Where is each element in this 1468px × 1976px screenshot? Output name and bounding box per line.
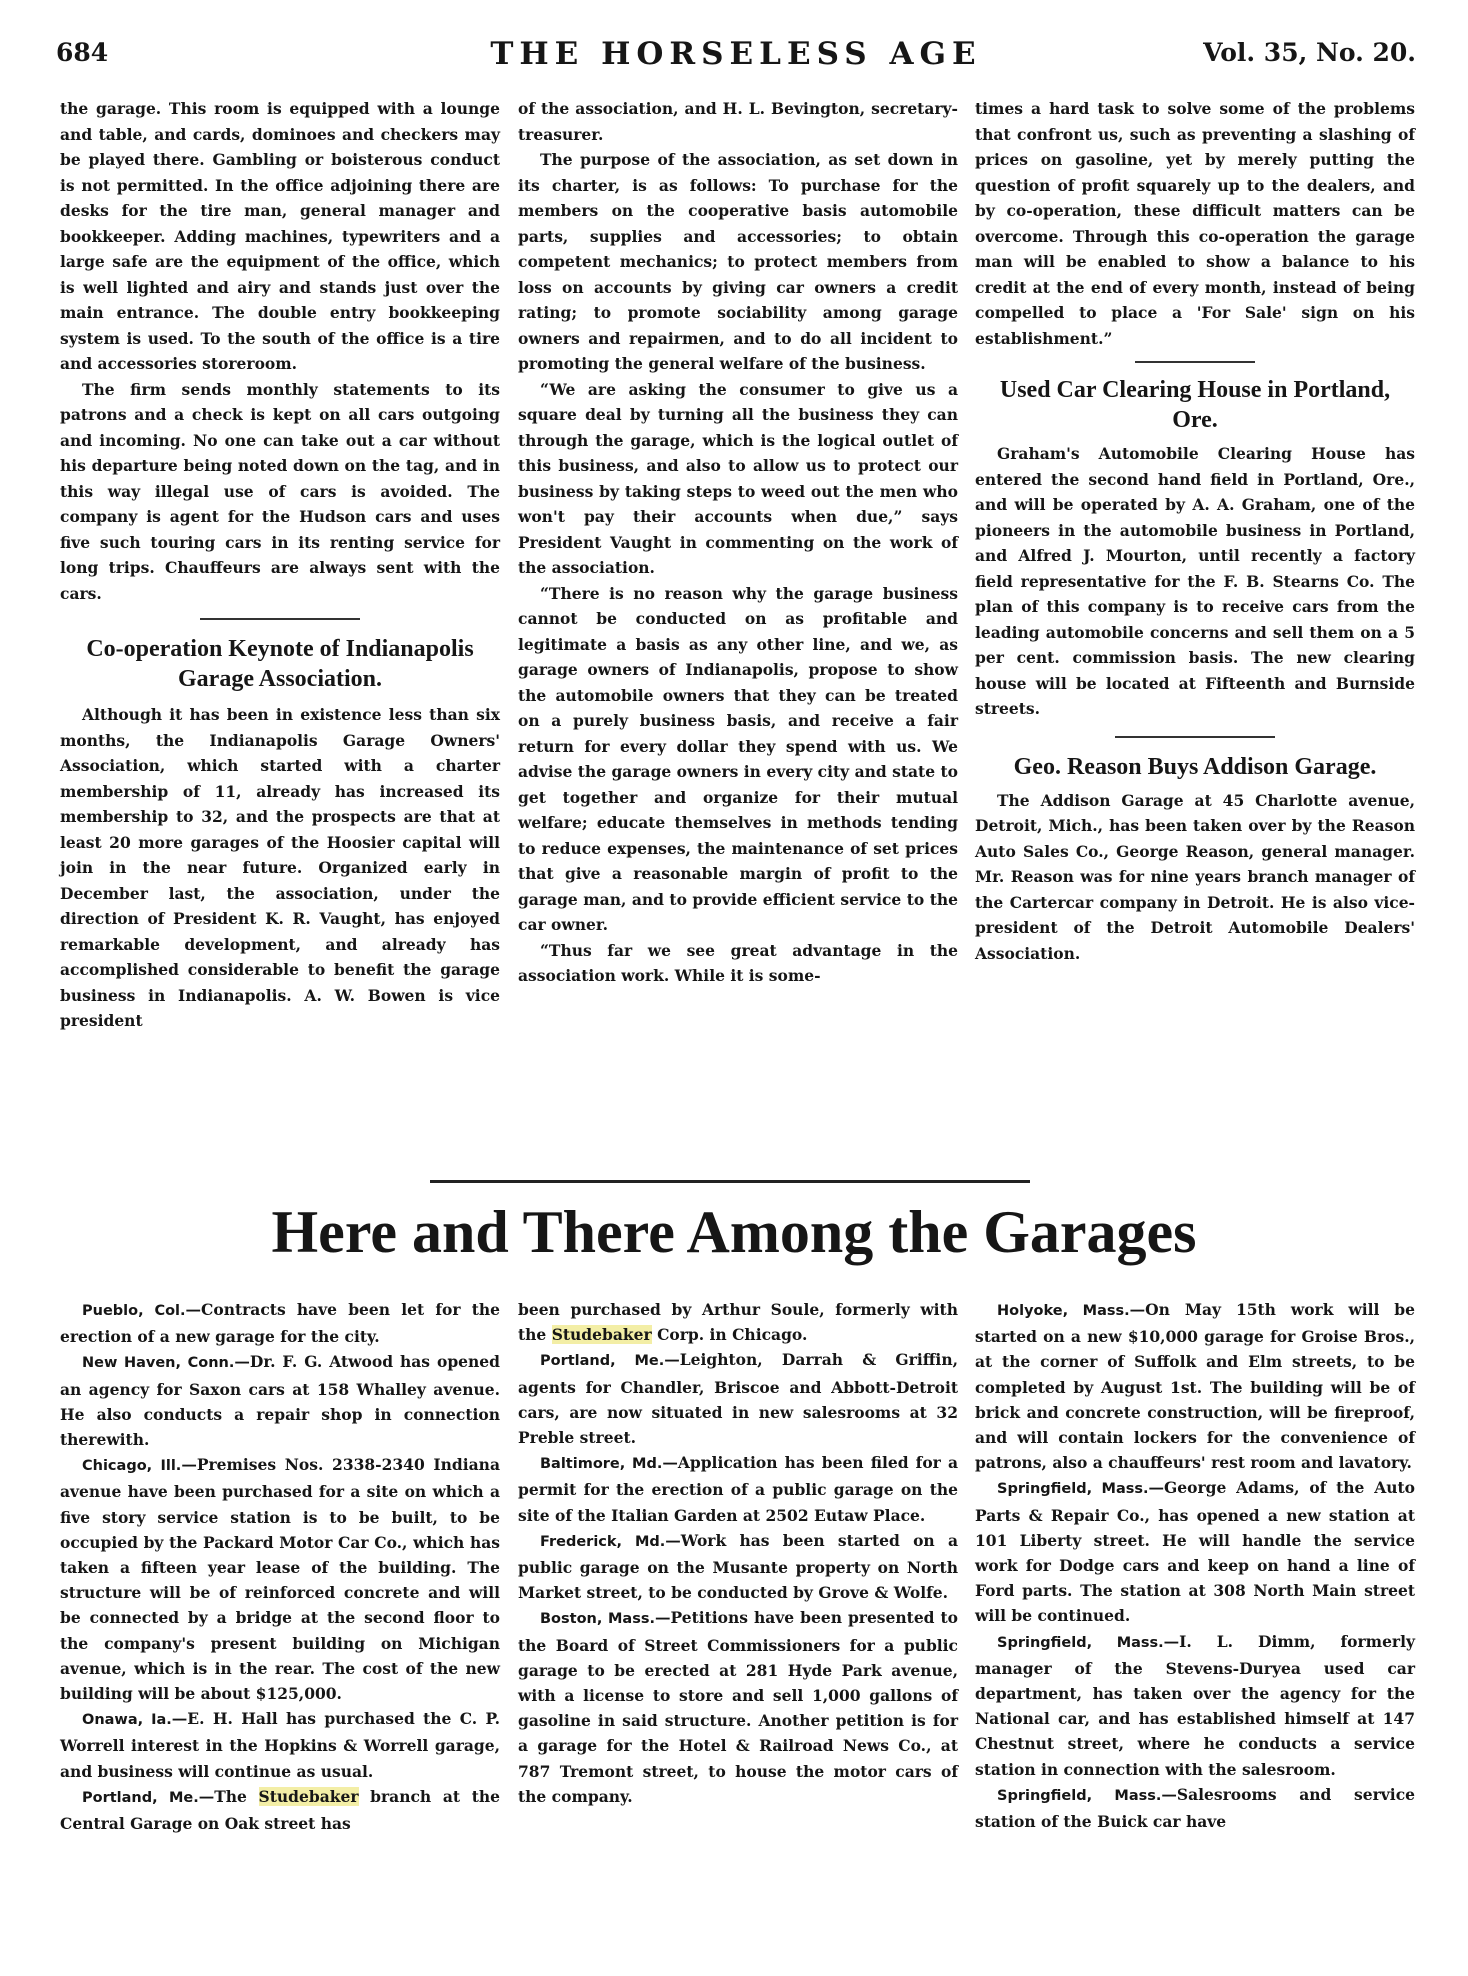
- news-item-continued: [518, 1297, 958, 1347]
- garages-column-1: [60, 1297, 500, 1957]
- item-text: been purchased by Arthur Soule, formerly with the: [518, 1300, 958, 1345]
- paragraph: times a hard task to solve some of the problems that confront us, such as preventing a slashing of prices on gasoline, yet by merely putting the question of profit squarely up to the dealers, and by co-operation, these difficult matters can be overcome. Through this co-operation the garage man will be enabled to show a balance to his credit at the end of every month, instead of being compelled to place a 'For Sale' sign on his establishment.”: [975, 99, 1415, 348]
- article-heading: Used Car Clearing House in Portland, Ore.: [999, 377, 1391, 433]
- item-text: —Premises Nos. 2338-2340 Indiana avenue have been purchased for a site on which a five story service station is to be built, to be occupied by the Packard Motor Car Co., which has taken a fifteen year lease of the building. The structure will be of reinforced concrete and will be connected by a bridge at the second floor to the company's present building on Michigan avenue, which is in the rear. The cost of the new building will be about $125,000.: [60, 1455, 500, 1704]
- news-item: [518, 1605, 958, 1809]
- running-header: [56, 36, 1416, 76]
- item-text: —Work has been started on a public garage on the Musante property on North Market street, to be conducted by Grove & Wolfe.: [518, 1530, 959, 1603]
- garages-column-3: [975, 1297, 1415, 1957]
- news-item: [60, 1706, 500, 1784]
- item-place: New Haven, Conn.: [82, 1355, 235, 1372]
- news-item: [518, 1528, 958, 1606]
- news-item: [60, 1297, 500, 1349]
- item-place: Portland, Me.: [82, 1789, 199, 1806]
- paragraph: “We are asking the consumer to give us a square deal by turning all the business they can through the garage, which is the logical outlet of this business, and also to allow us to protect our business by taking steps to weed out the men who won't pay their accounts when due,” says President Vaught in commenting on the work of the association.: [518, 379, 958, 577]
- section-title: Here and There Among the Garages: [271, 1199, 1197, 1265]
- item-text: —Petitions have been presented to the Board of Street Commissioners for a public garage to be erected at 281 Hyde Park avenue, with a license to store and sell 1,000 gallons of gasoline in said structure. Another petition is for a garage for the Hotel & Railroad News Co., at 787 Tremont street, to house the motor cars of the company.: [518, 1608, 958, 1806]
- highlighted-word: Studebaker: [551, 1325, 652, 1345]
- item-place: Portland, Me.: [540, 1353, 665, 1370]
- item-text: —I. L. Dimm, formerly manager of the Stevens-Duryea used car department, has taken over the agency for the National car, and has established himself at 147 Chestnut street, where he conducts a service station in connection with the salesroom.: [975, 1631, 1415, 1779]
- paragraph: The firm sends monthly statements to its patrons and a check is kept on all cars outgoing and incoming. No one can take out a car without his departure being noted down on the tag, and in this way illegal use of cars is avoided. The company is agent for the Hudson cars and uses five such touring cars in its renting service for long trips. Chauffeurs are always sent with the cars.: [60, 379, 500, 603]
- item-place: Springfield, Mass.: [997, 1634, 1164, 1651]
- news-item: [60, 1452, 500, 1706]
- paragraph: of the association, and H. L. Bevington, secretary-treasurer.: [518, 99, 958, 144]
- section-rule: [430, 1180, 1030, 1183]
- item-place: Holyoke, Mass.: [997, 1303, 1130, 1319]
- item-text: —Leighton, Darrah & Griffin, agents for Chandler, Briscoe and Abbott-Detroit cars, are now situated in new salesrooms at 32 Preble street.: [518, 1350, 958, 1448]
- item-place: Onawa, Ia.: [82, 1712, 172, 1729]
- paragraph: “Thus far we see great advantage in the association work. While it is some-: [518, 940, 958, 985]
- news-item: [975, 1782, 1415, 1834]
- paragraph: The purpose of the association, as set down in its charter, is as follows: To purchase for the members on the cooperative basis automobile parts, supplies and accessories; to obtain competent mechanics; to protect members from loss on accounts by giving car owners a credit rating; to promote sociability among garage owners and repairmen, and to do all incident to promoting the general welfare of the business.: [518, 150, 958, 373]
- column-3: [975, 96, 1415, 1146]
- item-place: Baltimore, Md.: [540, 1456, 663, 1473]
- item-text: —Salesrooms and service station of the Buick car have: [975, 1784, 1415, 1832]
- paragraph: the garage. This room is equipped with a lounge and table, and cards, dominoes and checkers may be played there. Gambling or boisterous conduct is not permitted. In the office adjoining there are desks for the tire man, general manager and bookkeeper. Adding machines, typewriters and a large safe are the equipment of the office, which is well lighted and airy and stands just over the main entrance. The double entry bookkeeping system is used. To the south of the office is a tire and accessories storeroom.: [60, 99, 500, 373]
- item-text: —Application has been filed for a permit for the erection of a public garage on the site of the Italian Garden at 2502 Eutaw Place.: [518, 1453, 958, 1525]
- item-text: branch at the Central Garage on Oak street has: [60, 1786, 500, 1834]
- item-place: Chicago, Ill.: [82, 1458, 182, 1475]
- section-divider: [200, 618, 360, 620]
- news-item: [60, 1349, 500, 1452]
- news-item: [975, 1629, 1415, 1782]
- section-divider: [1115, 736, 1275, 738]
- news-item: [975, 1297, 1415, 1475]
- column-1: [60, 96, 500, 1146]
- item-text: —On May 15th work will be started on a new $10,000 garage for Groise Bros., at the corner of Suffolk and Elm streets, to be completed by August 1st. The building will be of brick and concrete construction, will be fireproof, and will contain lockers for the convenience of patrons, also a chauffeurs' rest room and lavatory.: [975, 1300, 1415, 1473]
- paragraph: Graham's Automobile Clearing House has entered the second hand field in Portland, Ore., and will be operated by A. A. Graham, one of the pioneers in the automobile business in Portland, and Alfred J. Mourton, until recently a factory field representative for the F. B. Stearns Co. The plan of this company is to receive cars from the leading automobile concerns and sell them on a 5 per cent. commission basis. The new clearing house will be located at Fifteenth and Burnside streets.: [975, 444, 1415, 718]
- item-place: Springfield, Mass.: [997, 1787, 1162, 1804]
- item-text: Corp. in Chicago.: [651, 1325, 808, 1345]
- highlighted-word: Studebaker: [258, 1786, 359, 1806]
- item-text: —George Adams, of the Auto Parts & Repair Co., has opened a new station at 101 Liberty street. He will handle the service work for Dodge cars and keep on hand a line of Ford parts. The station at 308 North Main street will be continued.: [975, 1478, 1415, 1626]
- item-text: —Contracts have been let for the erection of a new garage for the city.: [60, 1300, 500, 1347]
- item-place: Frederick, Md.: [540, 1533, 666, 1550]
- article-heading: Co-operation Keynote of Indianapolis Garage Association.: [86, 636, 474, 692]
- item-place: Springfield, Mass.: [997, 1481, 1149, 1498]
- news-item: [975, 1475, 1415, 1628]
- item-place: Pueblo, Col.: [82, 1303, 186, 1319]
- column-2: [518, 96, 958, 1146]
- article-heading: Geo. Reason Buys Addison Garage.: [1013, 753, 1377, 780]
- news-item: [60, 1784, 500, 1836]
- item-text: —Dr. F. G. Atwood has opened an agency for Saxon cars at 158 Whalley avenue. He also conducts a repair shop in connection therewith.: [60, 1352, 500, 1450]
- journal-title: THE HORSELESS AGE: [490, 36, 982, 72]
- news-item: [518, 1347, 958, 1450]
- page-number: 684: [56, 38, 109, 67]
- paragraph: The Addison Garage at 45 Charlotte avenue, Detroit, Mich., has been taken over by the Reason Auto Sales Co., George Reason, general manager. Mr. Reason was for nine years branch manager of the Cartercar company in Detroit. He is also vice-president of the Detroit Automobile Dealers' Association.: [975, 790, 1415, 963]
- section-divider: [1135, 361, 1255, 363]
- garages-column-2: [518, 1297, 958, 1957]
- item-text: —E. H. Hall has purchased the C. P. Worrell interest in the Hopkins & Worrell garage, and business will continue as usual.: [60, 1709, 501, 1781]
- item-text: —The: [198, 1786, 259, 1806]
- volume-issue: Vol. 35, No. 20.: [1203, 38, 1416, 67]
- paragraph: “There is no reason why the garage business cannot be conducted on as profitable and legitimate a basis as any other line, and we, as garage owners of Indianapolis, propose to show the automobile owners that they can be treated on a purely business basis, and receive a fair return for every dollar they spend with us. We advise the garage owners in every city and state to get together and organize for their mutual welfare; educate themselves in methods tending to reduce expenses, the maintenance of set prices that give a reasonable margin of profit to the garage man, and to provide efficient service to the car owner.: [518, 583, 958, 934]
- news-item: [518, 1450, 958, 1528]
- item-place: Boston, Mass.: [540, 1611, 655, 1628]
- paragraph: Although it has been in existence less than six months, the Indianapolis Garage Owners' Association, which started with a charter membership of 11, already has increased its membership to 32, and the prospects are that at least 20 more garages of the Hoosier capital will join in the near future. Organized early in December last, the association, under the direction of President K. R. Vaught, has enjoyed remarkable development, and already has accomplished considerable to benefit the garage business in Indianapolis. A. W. Bowen is vice president: [60, 705, 500, 1030]
